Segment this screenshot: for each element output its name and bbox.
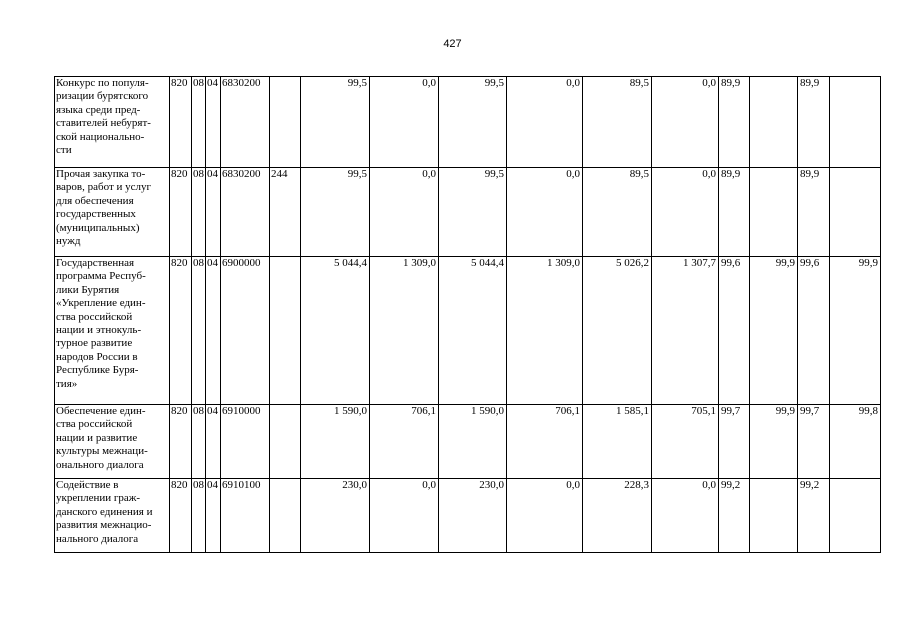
target-article-code-cell: 6830200 — [221, 77, 270, 168]
plan-federal-cell: 706,1 — [370, 405, 439, 479]
plan-total-cell: 1 590,0 — [301, 405, 370, 479]
plan-federal-cell: 0,0 — [370, 77, 439, 168]
refined-federal-cell: 706,1 — [507, 405, 583, 479]
expense-type-code-cell: 244 — [270, 168, 301, 257]
percent-plan-federal-cell: 99,9 — [750, 405, 798, 479]
executed-total-cell: 89,5 — [583, 77, 652, 168]
executed-federal-cell: 0,0 — [652, 168, 719, 257]
row-name-cell: Обеспечение един- ства российской нации и развитие культуры межнаци- онального диалога — [55, 405, 170, 479]
section-code-cell: 08 — [192, 479, 206, 553]
plan-total-cell: 99,5 — [301, 77, 370, 168]
subsection-code-cell: 04 — [206, 479, 221, 553]
plan-federal-cell: 1 309,0 — [370, 257, 439, 405]
executed-total-cell: 89,5 — [583, 168, 652, 257]
percent-refined-total-cell: 89,9 — [798, 168, 830, 257]
refined-federal-cell: 1 309,0 — [507, 257, 583, 405]
percent-refined-total-cell: 99,6 — [798, 257, 830, 405]
plan-total-cell: 99,5 — [301, 168, 370, 257]
row-name-cell: Содействие в укреплении граж- данского единения и развития межнацио- нального диалога — [55, 479, 170, 553]
budget-execution-table — [54, 76, 881, 553]
row-name-cell: Конкурс по популя- ризации бурятского языка среди пред- ставителей небурят- ской национально- сти — [55, 77, 170, 168]
refined-federal-cell: 0,0 — [507, 77, 583, 168]
subsection-code-cell: 04 — [206, 405, 221, 479]
target-article-code-cell: 6910100 — [221, 479, 270, 553]
table-row — [55, 257, 881, 405]
target-article-code-cell: 6910000 — [221, 405, 270, 479]
plan-total-cell: 230,0 — [301, 479, 370, 553]
percent-plan-total-cell: 99,2 — [719, 479, 750, 553]
expense-type-code-cell — [270, 479, 301, 553]
ministry-code-cell: 820 — [170, 77, 192, 168]
expense-type-code-cell — [270, 257, 301, 405]
ministry-code-cell: 820 — [170, 168, 192, 257]
percent-plan-total-cell: 89,9 — [719, 168, 750, 257]
executed-total-cell: 1 585,1 — [583, 405, 652, 479]
ministry-code-cell: 820 — [170, 257, 192, 405]
percent-plan-federal-cell: 99,9 — [750, 257, 798, 405]
table-body — [55, 77, 881, 553]
table-row — [55, 168, 881, 257]
table-row — [55, 479, 881, 553]
expense-type-code-cell — [270, 77, 301, 168]
plan-federal-cell: 0,0 — [370, 168, 439, 257]
expense-type-code-cell — [270, 405, 301, 479]
page-number: 427 — [443, 38, 462, 50]
refined-total-cell: 230,0 — [439, 479, 507, 553]
section-code-cell: 08 — [192, 77, 206, 168]
executed-federal-cell: 0,0 — [652, 77, 719, 168]
percent-plan-federal-cell — [750, 168, 798, 257]
table-row — [55, 405, 881, 479]
percent-plan-total-cell: 89,9 — [719, 77, 750, 168]
percent-refined-federal-cell: 99,9 — [830, 257, 881, 405]
row-name-cell: Прочая закупка то- варов, работ и услуг для обеспечения государственных (муниципальных) нужд — [55, 168, 170, 257]
percent-plan-federal-cell — [750, 479, 798, 553]
percent-plan-total-cell: 99,7 — [719, 405, 750, 479]
subsection-code-cell: 04 — [206, 77, 221, 168]
refined-total-cell: 99,5 — [439, 77, 507, 168]
percent-refined-total-cell: 99,7 — [798, 405, 830, 479]
subsection-code-cell: 04 — [206, 257, 221, 405]
refined-federal-cell: 0,0 — [507, 479, 583, 553]
plan-federal-cell: 0,0 — [370, 479, 439, 553]
percent-refined-federal-cell — [830, 77, 881, 168]
percent-plan-federal-cell — [750, 77, 798, 168]
target-article-code-cell: 6900000 — [221, 257, 270, 405]
percent-refined-total-cell: 99,2 — [798, 479, 830, 553]
ministry-code-cell: 820 — [170, 479, 192, 553]
row-name-cell: Государственная программа Респуб- лики Бурятия «Укрепление един- ства российской нации и этнокуль- турное развитие народов России в Республике Буря- тия» — [55, 257, 170, 405]
ministry-code-cell: 820 — [170, 405, 192, 479]
percent-refined-federal-cell: 99,8 — [830, 405, 881, 479]
executed-federal-cell: 705,1 — [652, 405, 719, 479]
section-code-cell: 08 — [192, 405, 206, 479]
executed-federal-cell: 0,0 — [652, 479, 719, 553]
executed-total-cell: 5 026,2 — [583, 257, 652, 405]
section-code-cell: 08 — [192, 168, 206, 257]
target-article-code-cell: 6830200 — [221, 168, 270, 257]
section-code-cell: 08 — [192, 257, 206, 405]
refined-total-cell: 99,5 — [439, 168, 507, 257]
percent-refined-federal-cell — [830, 168, 881, 257]
percent-refined-total-cell: 89,9 — [798, 77, 830, 168]
executed-federal-cell: 1 307,7 — [652, 257, 719, 405]
plan-total-cell: 5 044,4 — [301, 257, 370, 405]
refined-federal-cell: 0,0 — [507, 168, 583, 257]
refined-total-cell: 1 590,0 — [439, 405, 507, 479]
table-row — [55, 77, 881, 168]
subsection-code-cell: 04 — [206, 168, 221, 257]
percent-refined-federal-cell — [830, 479, 881, 553]
executed-total-cell: 228,3 — [583, 479, 652, 553]
percent-plan-total-cell: 99,6 — [719, 257, 750, 405]
refined-total-cell: 5 044,4 — [439, 257, 507, 405]
